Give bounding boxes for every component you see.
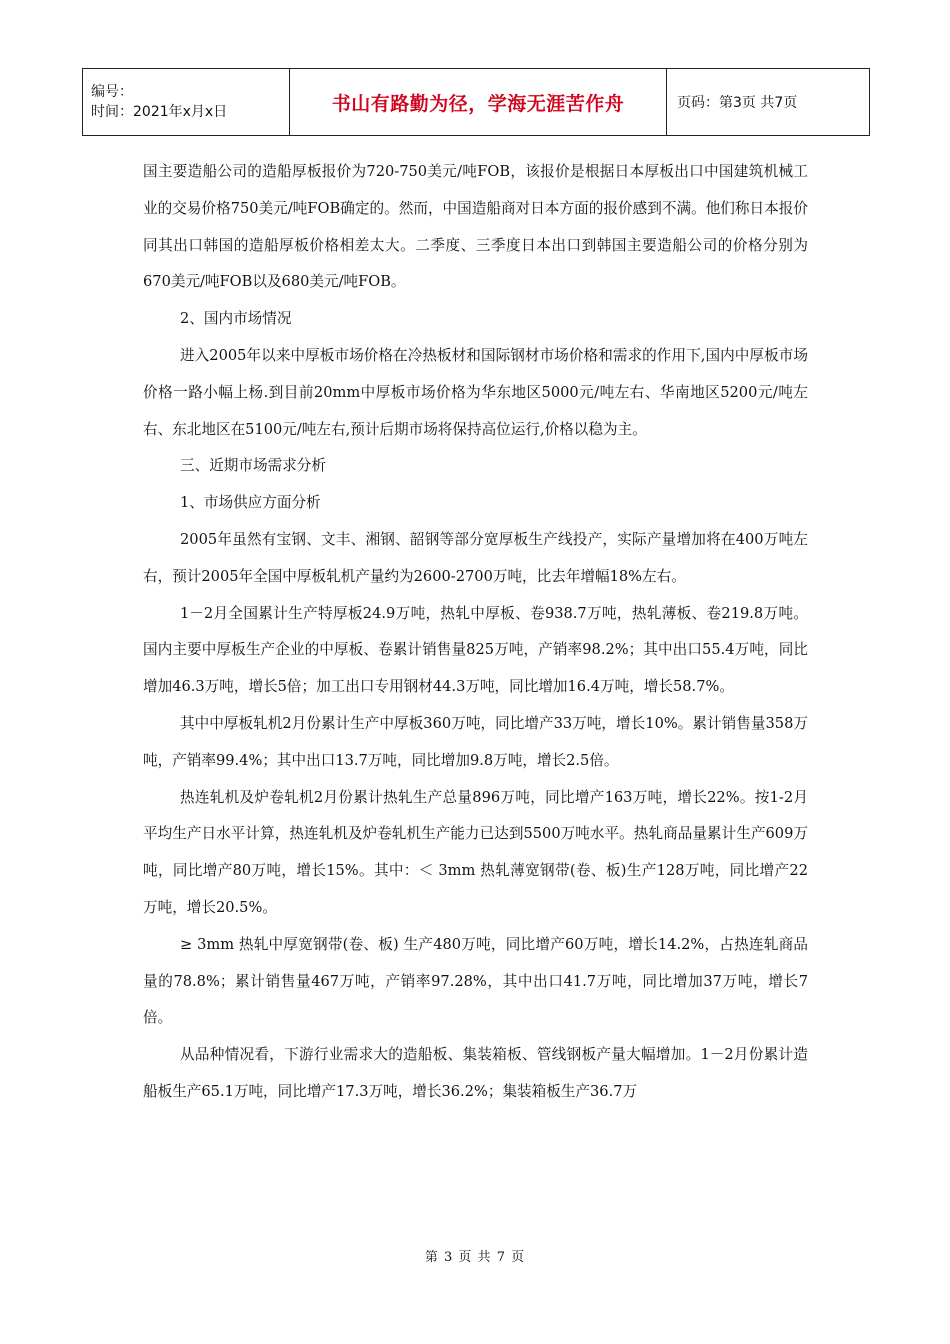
header-meta [83,69,290,136]
page-header [82,68,870,136]
section-heading: 2、国内市场情况 [180,310,292,328]
section-heading: 1、市场供应方面分析 [180,494,321,512]
body-paragraph: 2005年虽然有宝钢、文丰、湘钢、韶钢等部分宽厚板生产线投产，实际产量增加将在400万吨左右，预计2005年全国中厚板轧机产量约为2600-2700万吨，比去年增幅18%左右。 [143,530,808,585]
header-motto: 书山有路勤为径，学海无涯苦作舟 [290,69,667,136]
body-paragraph: ≥ 3mm 热轧中厚宽钢带(卷、板) 生产480万吨，同比增产60万吨，增长14.2%，占热连轧商品量的78.8%；累计销售量467万吨，产销率97.28%，其中出口41.7万吨，同比增加37万吨，增长7倍。 [143,935,808,1027]
body-paragraph: 进入2005年以来中厚板市场价格在冷热板材和国际钢材市场价格和需求的作用下,国内中厚板市场价格一路小幅上杨.到目前20mm中厚板市场价格为华东地区5000元/吨左右、华南地区5200元/吨左右、东北地区在5100元/吨左右,预计后期市场将保持高位运行,价格以稳为主。 [143,346,808,438]
body-paragraph: 从品种情况看，下游行业需求大的造船板、集装箱板、管线钢板产量大幅增加。1－2月份累计造船板生产65.1万吨，同比增产17.3万吨，增长36.2%；集装箱板生产36.7万 [143,1046,808,1100]
body-paragraph: 热连轧机及炉卷轧机2月份累计热轧生产总量896万吨，同比增产163万吨，增长22%。按1-2月平均生产日水平计算，热连轧机及炉卷轧机生产能力已达到5500万吨水平。热轧商品量累计生产609万吨，同比增产80万吨，增长15%。其中：＜ 3mm 热轧薄宽钢带(卷、板)生产128万吨，同比增产22万吨，增长20.5%。 [143,788,808,916]
body-paragraph: 1－2月全国累计生产特厚板24.9万吨，热轧中厚板、卷938.7万吨，热轧薄板、卷219.8万吨。国内主要中厚板生产企业的中厚板、卷累计销售量825万吨，产销率98.2%；其中出口55.4万吨，同比增加46.3万吨，增长5倍；加工出口专用钢材44.3万吨，同比增加16.4万吨，增长58.7%。 [143,604,808,696]
body-paragraph: 国主要造船公司的造船厚板报价为720-750美元/吨FOB，该报价是根据日本厚板出口中国建筑机械工业的交易价格750美元/吨FOB确定的。然而，中国造船商对日本方面的报价感到不满。他们称日本报价同其出口韩国的造船厚板价格相差太大。二季度、三季度日本出口到韩国主要造船公司的价格分别为670美元/吨FOB以及680美元/吨FOB。 [143,163,808,291]
document-body [143,154,808,1111]
header-page-info: 页码：第3页 共7页 [667,69,870,136]
document-date: 时间：2021年x月x日 [91,104,228,120]
body-paragraph: 其中中厚板轧机2月份累计生产中厚板360万吨，同比增产33万吨，增长10%。累计销售量358万吨，产销率99.4%；其中出口13.7万吨，同比增加9.8万吨，增长2.5倍。 [143,714,808,769]
document-number-label: 编号： [91,84,133,100]
section-heading: 三、近期市场需求分析 [180,457,326,475]
page-footer: 第 3 页 共 7 页 [424,1250,526,1265]
